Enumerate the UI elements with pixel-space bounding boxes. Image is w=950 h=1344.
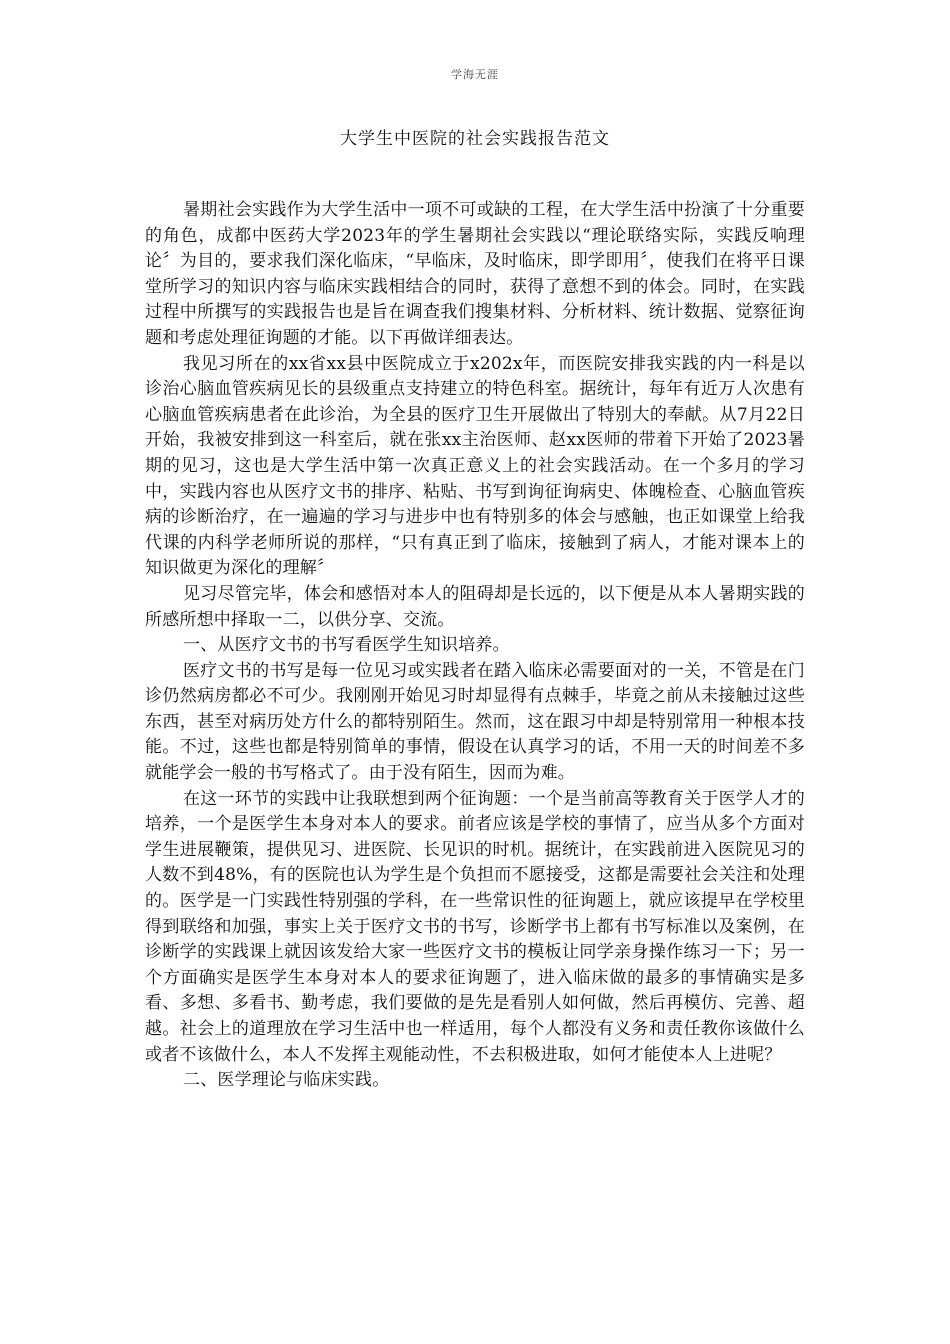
page-header: 学海无涯 (451, 68, 499, 81)
paragraph: 在这一环节的实践中让我联想到两个征询题：一个是当前高等教育关于医学人才的培养，一个是医学生本身对本人的要求。前者应该是学校的事情了，应当从多个方面对学生进展鞭策，提供见习、进医院、长见识的时机。据统计，在实践前进入医院见习的人数不到48%，有的医院也认为学生是个负担而不愿接受，这都是需要社会关注和处理的。医学是一门实践性特别强的学科，在一些常识性的征询题上，就应该提早在学校里得到联络和加强，事实上关于医疗文书的书写，诊断学书上都有书写标准以及案例，在诊断学的实践课上就因该发给大家一些医疗文书的模板让同学亲身操作练习一下；另一个方面确实是医学生本身对本人的要求征询题了，进入临床做的最多的事情确实是多看、多想、多看书、勤考虑，我们要做的是先是看别人如何做，然后再模仿、完善、超越。社会上的道理放在学习生活中也一样适用，每个人都没有义务和责任教你该做什么或者不该做什么，本人不发挥主观能动性，不去积极进取，如何才能使本人上进呢？ (145, 788, 805, 1065)
document-body (145, 198, 805, 1094)
paragraph: 医疗文书的书写是每一位见习或实践者在踏入临床必需要面对的一关，不管是在门诊仍然病房都必不可少。我刚刚开始见习时却显得有点棘手，毕竟之前从未接触过这些东西，甚至对病历处方什么的都特别陌生。然而，这在跟习中却是特别常用一种根本技能。不过，这些也都是特别简单的事情，假设在认真学习的话，不用一天的时间差不多就能学会一般的书写格式了。由于没有陌生，因而为难。 (145, 660, 805, 784)
paragraph: 暑期社会实践作为大学生活中一项不可或缺的工程，在大学生活中扮演了十分重要的角色，成都中医药大学2023年的学生暑期社会实践以“理论联络实际，实践反响理论〞为目的，要求我们深化临床，“早临床，及时临床，即学即用〞，使我们在将平日课堂所学习的知识内容与临床实践相结合的同时，获得了意想不到的体会。同时，在实践过程中所撰写的实践报告也是旨在调查我们搜集材料、分析材料、统计数据、觉察征询题和考虑处理征询题的才能。以下再做详细表达。 (145, 200, 805, 348)
section-heading: 一、从医疗文书的书写看医学生知识培养。 (183, 635, 510, 656)
paragraph: 我见习所在的xx省xx县中医院成立于x202x年，而医院安排我实践的内一科是以诊治心脑血管疾病见长的县级重点支持建立的特色科室。据统计，每年有近万人次患有心脑血管疾病患者在此诊治，为全县的医疗卫生开展做出了特别大的奉献。从7月22日开始，我被安排到这一科室后，就在张xx主治医师、赵xx医师的带着下开始了2023暑期的见习，这也是大学生活中第一次真正意义上的社会实践活动。在一个多月的学习中，实践内容也从医疗文书的排序、粘贴、书写到询征询病史、体魄检查、心脑血管疾病的诊断治疗，在一遍遍的学习与进步中也有特别多的体会与感触，也正如课堂上给我代课的内科学老师所说的那样，“只有真正到了临床，接触到了病人，才能对课本上的知识做更为深化的理解〞 (145, 353, 805, 579)
section-heading: 二、医学理论与临床实践。 (183, 1070, 390, 1091)
paragraph: 见习尽管完毕，体会和感悟对本人的阻碍却是长远的，以下便是从本人暑期实践的所感所想中择取一二，以供分享、交流。 (145, 583, 805, 630)
document-title: 大学生中医院的社会实践报告范文 (340, 129, 610, 149)
